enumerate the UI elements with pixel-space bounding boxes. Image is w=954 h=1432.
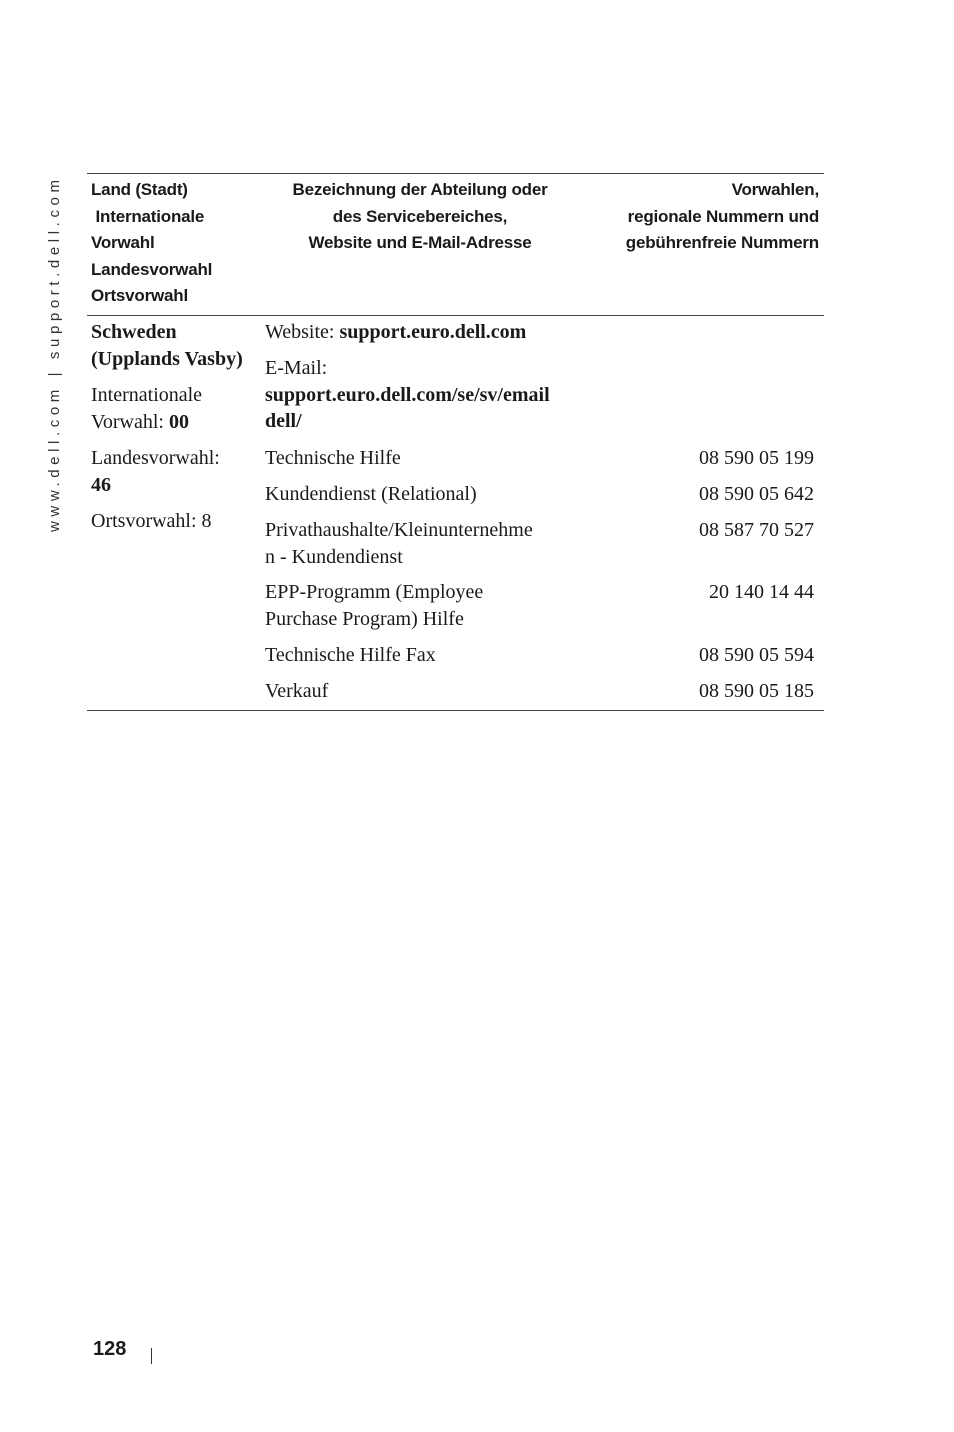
row-label: Verkauf	[265, 680, 329, 702]
header-country-line: Land (Stadt)	[91, 180, 188, 199]
header-country-line: Ortsvorwahl	[91, 286, 188, 305]
row-label: E-Mail:	[265, 357, 328, 379]
sidebar-url: www.dell.com | support.dell.com	[46, 175, 63, 532]
website-link[interactable]: support.euro.dell.com	[339, 321, 527, 343]
phone-number: 08 590 05 594	[699, 644, 814, 666]
table-row	[265, 481, 575, 508]
header-numbers-line: Vorwahlen,	[731, 180, 819, 199]
local-code-block	[91, 508, 266, 535]
country-code-block	[91, 445, 266, 498]
contact-table	[87, 173, 824, 711]
country-name-block	[91, 319, 266, 372]
header-numbers	[577, 177, 819, 257]
phone-number: 08 590 05 185	[699, 680, 814, 702]
email-link-cont[interactable]: dell/	[265, 410, 302, 432]
table-row	[265, 355, 575, 435]
row-label: Website:	[265, 321, 340, 343]
header-department-line: des Servicebereiches,	[332, 206, 508, 226]
phone-number: 08 587 70 527	[699, 519, 814, 541]
table-row	[265, 678, 575, 705]
local-code-label: Ortsvorwahl:	[91, 510, 202, 532]
table-row	[265, 445, 575, 472]
country-name: Schweden	[91, 321, 177, 343]
table-header	[87, 174, 824, 316]
header-department-line: Bezeichnung der Abteilung oder	[292, 180, 548, 199]
country-city: (Upplands Vasby)	[91, 347, 243, 370]
footer-divider	[151, 1348, 152, 1364]
phone-number: 08 590 05 642	[699, 483, 814, 505]
country-cell	[91, 319, 266, 545]
table-row	[265, 517, 575, 570]
header-country-line: Internationale	[91, 206, 205, 226]
intl-code-block	[91, 382, 266, 435]
row-label: EPP-Programm (Employee	[265, 581, 484, 603]
row-label: Technische Hilfe	[265, 447, 401, 469]
table-row	[265, 579, 575, 632]
country-code-value: 46	[91, 473, 111, 496]
header-country-line: Landesvorwahl	[91, 259, 213, 279]
country-code-label: Landesvorwahl:	[91, 447, 220, 469]
row-label: Privathaushalte/Kleinunternehme	[265, 519, 533, 541]
local-code-value: 8	[201, 510, 212, 532]
row-label-cont: n - Kundendienst	[265, 545, 403, 568]
row-label-cont: Purchase Program) Hilfe	[265, 607, 464, 630]
table-row	[265, 642, 575, 669]
phone-number: 08 590 05 199	[699, 447, 814, 469]
table-body	[87, 316, 824, 710]
phone-number: 20 140 14 44	[709, 581, 814, 603]
intl-code-value: 00	[168, 410, 189, 433]
email-link[interactable]: support.euro.dell.com/se/sv/email	[265, 383, 550, 406]
page-number: 128	[93, 1338, 127, 1360]
row-label: Kundendienst (Relational)	[265, 483, 477, 505]
row-label: Technische Hilfe Fax	[265, 644, 436, 666]
table-row	[265, 319, 575, 346]
header-department	[265, 177, 575, 257]
intl-code-label: Internationale	[91, 384, 203, 406]
header-department-line: Website und E-Mail-Adresse	[308, 233, 532, 252]
header-country	[91, 177, 261, 310]
intl-code-label2: Vorwahl:	[91, 410, 169, 433]
header-numbers-line: regionale Nummern und	[627, 206, 819, 226]
header-country-line: Vorwahl	[91, 233, 155, 252]
header-numbers-line: gebührenfreie Nummern	[625, 233, 819, 252]
